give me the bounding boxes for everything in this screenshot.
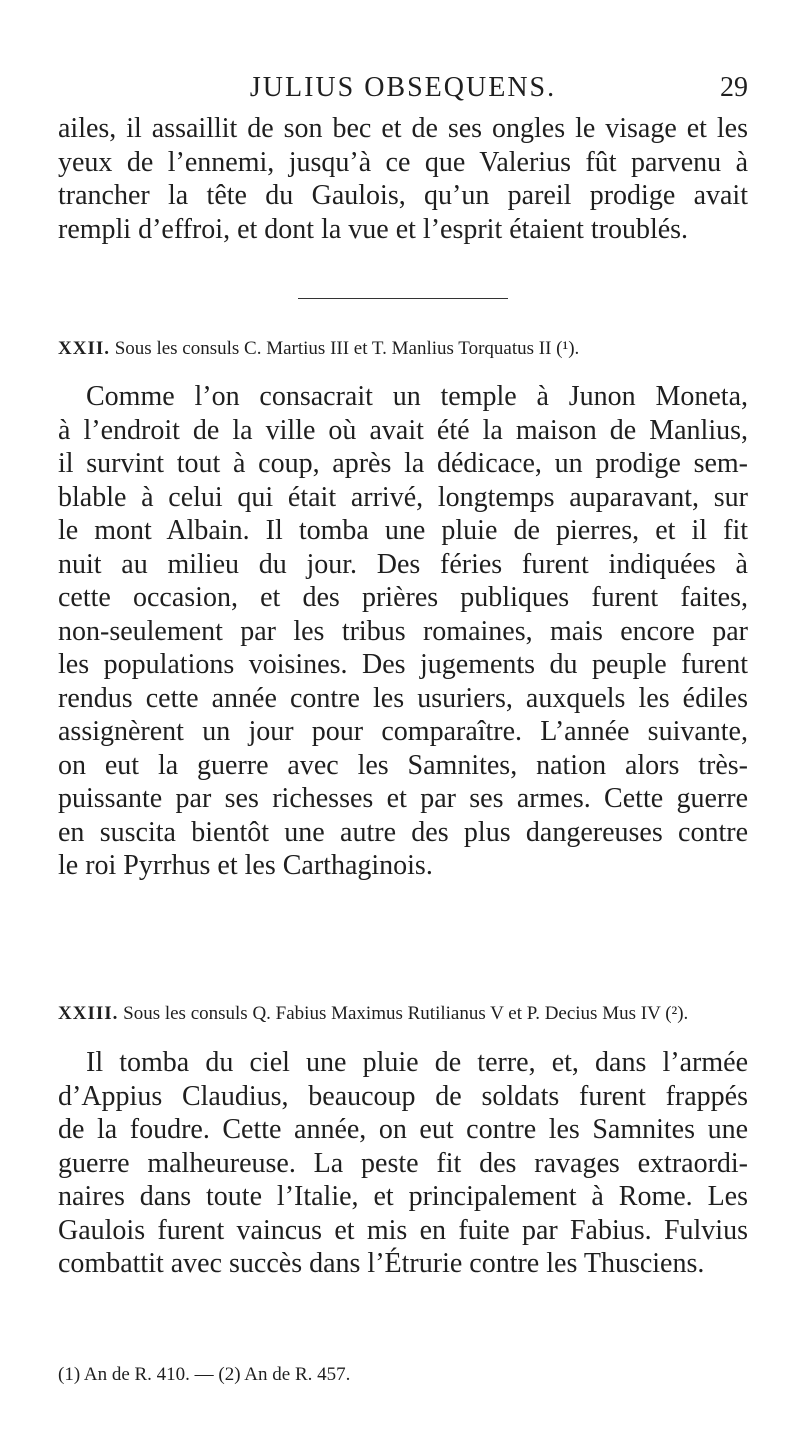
text-line: les populations voisines. Des jugements du peuple furent [58,649,748,680]
section-divider [298,298,508,299]
text-line: guerre malheureuse. La peste fit des ravages extraordi- [58,1147,748,1179]
section-title: Sous les consuls C. Martius III et T. Manlius Torquatus II (¹). [114,338,580,359]
text-line: trancher la tête du Gaulois, qu’un pareil prodige avait [58,180,748,211]
paragraph-2 [58,380,748,883]
text-line: en suscita bientôt une autre des plus dangereuses contre [58,816,748,848]
text-line: puissante par ses richesses et par ses armes. Cette guerre [58,783,748,814]
text-line: non-seulement par les tribus romaines, mais encore par [58,615,748,647]
text-line: on eut la guerre avec les Samnites, nation alors très- [58,749,748,781]
section-number: XXII. [58,338,110,359]
text-line: naires dans toute l’Italie, et principalement à Rome. Les [58,1181,748,1212]
text-line: de la foudre. Cette année, on eut contre les Samnites une [58,1114,748,1145]
text-line: d’Appius Claudius, beaucoup de soldats furent frappés [58,1080,748,1112]
paragraph-3 [58,1046,748,1281]
text-line: Gaulois furent vaincus et mis en fuite par Fabius. Fulvius [58,1214,748,1246]
text-line: combattit avec succès dans l’Étrurie contre les Thusciens. [58,1248,705,1279]
section-heading-xxiii [58,1003,748,1025]
section-heading-xxii [58,338,748,360]
footnotes: (1) An de R. 410. — (2) An de R. 457. [58,1364,351,1385]
text-line: nuit au milieu du jour. Des féries furent indiquées à [58,548,748,580]
text-line: le roi Pyrrhus et les Carthaginois. [58,850,433,881]
text-line: cette occasion, et des prières publiques furent faites, [58,582,748,613]
text-line: rendus cette année contre les usuriers, auxquels les édiles [58,682,748,714]
text-line: rempli d’effroi, et dont la vue et l’esprit étaient troublés. [58,213,689,245]
text-line: yeux de l’ennemi, jusqu’à ce que Valerius fût parvenu à [58,146,748,178]
text-line: ailes, il assaillit de son bec et de ses ongles le visage et les [58,113,748,144]
text-line: assignèrent un jour pour comparaître. L’année suivante, [58,716,748,747]
text-line: à l’endroit de la ville où avait été la maison de Manlius, [58,414,748,446]
text-line: le mont Albain. Il tomba une pluie de pierres, et il fit [58,515,748,546]
text-line: Il tomba du ciel une pluie de terre, et, dans l’armée [86,1047,748,1078]
paragraph-1 [58,112,748,246]
running-title: JULIUS OBSEQUENS. [249,72,557,103]
text-line: blable à celui qui était arrivé, longtemps auparavant, sur [58,481,748,513]
page-header [58,72,748,106]
section-title: Sous les consuls Q. Fabius Maximus Rutilianus V et P. Decius Mus IV (²). [123,1003,689,1024]
section-number: XXIII. [58,1003,119,1024]
page-number: 29 [720,72,748,103]
text-line: il survint tout à coup, après la dédicace, un prodige sem- [58,448,748,479]
text-line: Comme l’on consacrait un temple à Junon Moneta, [86,381,748,412]
